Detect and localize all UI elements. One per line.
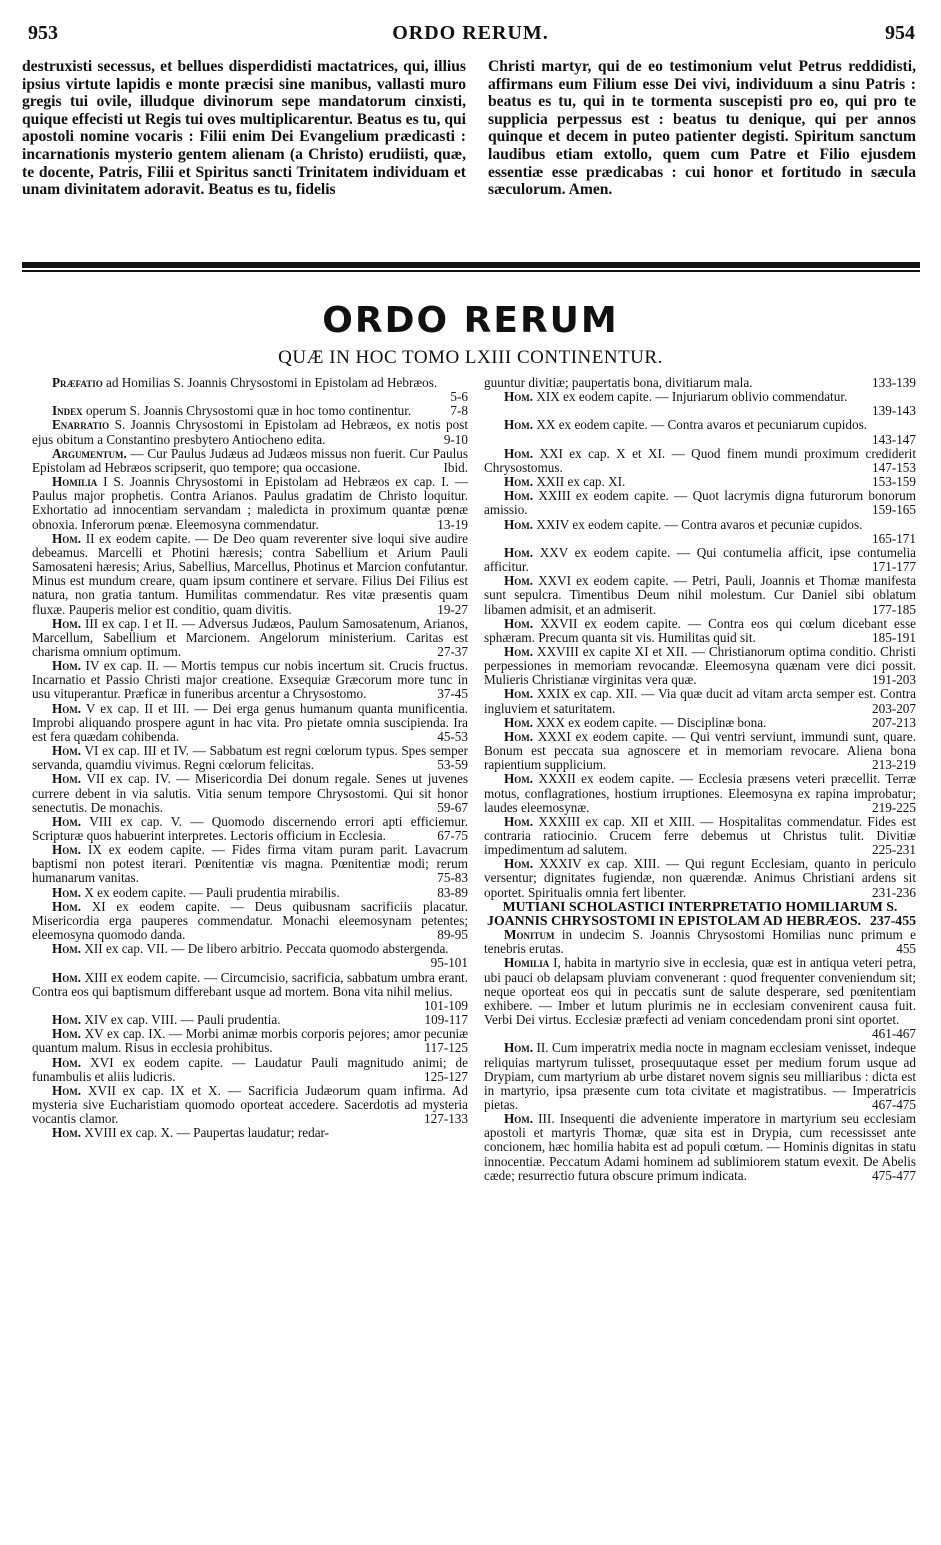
entry-head: Hom.: [504, 686, 534, 702]
intro-text-left: destruxisti secessus, et bellues disperdidisti mactatrices, qui, illius ipsius virtute lapidis e monte præcisi sine manibus, vallasti muro gregis tui ovile, illudque divinorum sepe mandatorum cinxisti, quique effecisti ut Regis tui oves multiplicarentur. Beatus es tu, qui apostoli nomine vocaris : Filii enim Dei Evangelium prædicasti : incarnationis mysterio gentem alienam (a Christo) erudiisti, quæ, te docente, Patris, Filii et Spiritus sancti Trinitatem individuam et unam divinitatem adoravit. Beatus es tu, fidelis: [22, 58, 466, 199]
entry-text: IV ex cap. II. — Mortis tempus cur nobis incertum sit. Crucis fructus. Incarnatio et Passio Christi major creatione. Exsequiæ Græcorum more tunc in usu vituperantur. Præficæ in funeribus arcentur a Chrysostomo.: [32, 658, 468, 702]
entry-pages: 127-133: [424, 1111, 468, 1127]
entry-text: II ex eodem capite. — De Deo quam reverenter sive loqui sive audire debeamus. Marcelli et Photini hæresis; contra Sabellium et Arium Pauli Samosateni hæresis; Arius, Sabellius, Marcellus, Photinus et Marcion confutantur. Minus est mundum creare, quam ipsum continere et servare. Filius Dei Filius est natura, non gratia tantum. Humilitas commendatur. Res vitæ præsentis quam fluxæ. Pauperis melior est conditio, quam divitis.: [32, 530, 469, 617]
contents-entry: [484, 716, 916, 730]
contents-entry: [484, 518, 916, 546]
entry-text: S. Joannis Chrysostomi in Epistolam ad Hebræos, ex notis post ejus obitum a Constantino presbytero Antiocheno edita.: [32, 417, 469, 447]
entry-pages: 83-89: [437, 884, 468, 900]
entry-text: XXXIII ex cap. XII et XIII. — Hospitalitas commendatur. Fides est contraria ratiocinio. Crucem ferre debemus ut Christus tulit. Divitiæ impedimentum ad salutem.: [484, 813, 916, 858]
contents-entry: [484, 447, 916, 475]
entry-text: XXX ex eodem capite. — Disciplinæ bona.: [536, 714, 767, 730]
contents-entry: [32, 659, 468, 701]
entry-head: Hom.: [504, 389, 534, 405]
entry-pages: 237-455: [870, 912, 916, 928]
contents-entry: [484, 1041, 916, 1112]
entry-text: XXVI ex eodem capite. — Petri, Pauli, Joannis et Thomæ manifesta sunt sepulcra. Timentibus Deum nihil molestum. Cur Daniel sibi oblatum libamen admisit, et an admiserit.: [484, 573, 917, 617]
entry-text: I S. Joannis Chrysostomi in Epistolam ad Hebræos ex cap. I. — Paulus major prophetis. Contra Arianos. Paulus gradatim de Christo loquitur. Exhortatio ad innocentiam servandam ; maledicta in proximum quantæ pœnæ obnoxia. Inferorum pœnæ. Eleemosyna commendatur.: [32, 474, 469, 532]
entry-head: Hom.: [504, 643, 534, 659]
entry-text: XVIII ex cap. X. — Paupertas laudatur; redar-: [84, 1125, 330, 1141]
entry-text: XXIII ex eodem capite. — Quot lacrymis digna futurorum bonorum amissio.: [484, 488, 916, 518]
entry-pages: 225-231: [872, 842, 916, 858]
entry-head: Hom.: [504, 771, 534, 787]
entry-pages: 207-213: [872, 714, 916, 730]
contents-entry: [32, 744, 468, 772]
entry-pages: 27-37: [437, 643, 468, 659]
entry-pages: 231-236: [872, 884, 916, 900]
entry-text: XXXII ex eodem capite. — Ecclesia præsens veteri præcellit. Terræ motus, conflagrationes, hostium irruptiones. Eleemosyna ex rapina improbatur; laudes eleemosynæ.: [484, 771, 916, 815]
contents-entry: [32, 447, 468, 475]
contents-entry: [32, 900, 468, 942]
running-title: ORDO RERUM.: [392, 22, 549, 44]
entry-pages: 67-75: [437, 828, 468, 843]
entry-head: Monitum: [504, 927, 555, 943]
entry-pages: 5-6: [450, 389, 468, 405]
contents-entry: [484, 376, 916, 390]
entry-head: Hom.: [52, 842, 82, 858]
contents-entry: [32, 532, 468, 617]
left-page-number: 953: [28, 22, 58, 44]
contents-entry: [484, 772, 916, 814]
section-title: ORDO RERUM: [322, 300, 619, 341]
page-header: [20, 22, 921, 48]
entry-pages: 159-165: [872, 502, 916, 518]
entry-text: XXVIII ex capite XI et XII. — Christianorum optima conditio. Christi perpessiones in memoriam revocandæ. Eleemosyna quænam vere dici possit. Mulieris Christianæ virginitas vera quæ.: [484, 643, 916, 688]
entry-pages: 117-125: [424, 1040, 468, 1056]
entry-text: X ex eodem capite. — Pauli prudentia mirabilis.: [84, 884, 340, 900]
contents-column-right: [484, 376, 916, 1183]
entry-pages: 461-467: [872, 1026, 916, 1042]
entry-head: Hom.: [504, 516, 534, 532]
entry-head: Hom.: [504, 856, 534, 872]
contents-entry: [484, 1112, 916, 1183]
entry-pages: 45-53: [437, 728, 468, 744]
entry-pages: 213-219: [872, 757, 916, 773]
contents-entry: [484, 815, 916, 857]
entry-pages: 219-225: [872, 799, 916, 815]
entry-head: Hom.: [52, 813, 82, 829]
entry-head: Hom.: [52, 743, 82, 759]
entry-head: Hom.: [504, 1111, 534, 1127]
entry-text: XV ex cap. IX. — Morbi animæ morbis corporis pejores; amor pecuniæ quantum malum. Risus in ecclesia prohibitus.: [32, 1026, 468, 1056]
entry-text: XXV ex eodem capite. — Qui contumelia afficit, ipse contumelia afficitur.: [484, 544, 916, 575]
entry-pages: 89-95: [437, 927, 468, 943]
entry-head: Homilia: [504, 955, 550, 971]
entry-head: Præfatio: [52, 375, 103, 390]
entry-text: — Cur Paulus Judæus ad Judæos missus non fuerit. Cur Paulus Epistolam ad Hebræos scripserit, quo tempore; qua occasione.: [32, 445, 468, 475]
entry-pages: 165-171: [872, 530, 916, 546]
entry-pages: 177-185: [872, 601, 916, 617]
contents-entry: [484, 928, 916, 956]
contents-column-left: [32, 376, 468, 1140]
contents-entry: [32, 404, 468, 418]
entry-head: Hom.: [52, 1012, 82, 1028]
contents-entry: [484, 645, 916, 687]
contents-entry: [32, 843, 468, 885]
entry-head: Hom.: [504, 573, 534, 589]
entry-text: XVII ex cap. IX et X. — Sacrificia Judæorum quam infirma. Ad mysteria sive Eucharistiam quomodo oporteat accedere. Sacerdotis ad mysteria vocantis clamor.: [32, 1082, 469, 1127]
contents-entry: [484, 418, 916, 446]
entry-head: Hom.: [52, 771, 82, 787]
entry-head: Homilia: [52, 474, 98, 490]
contents-entry: [32, 1084, 468, 1126]
entry-text: I, habita in martyrio sive in ecclesia, quæ est in antiqua veteri petra, ubi pauci ob delapsam pluviam convenerant : quod frequenter conveniendum sit; neque oporteat eos qui in peccatis sunt de salute desperare, sed pœnitentiam exhibere. — Imber et lutum plurimis ne in ecclesiam convenirent causa fuit. Verbi Dei virtus. Ecclesiæ præfecti ad veniam concedendam proni sint oportet.: [484, 955, 917, 1028]
entry-head: Argumentum.: [52, 445, 127, 461]
entry-pages: 467-475: [872, 1096, 916, 1112]
entry-pages: 75-83: [437, 870, 468, 886]
thick-rule: [22, 262, 920, 268]
contents-entry: [32, 1013, 468, 1027]
contents-entry: [32, 942, 468, 970]
entry-text: XIX ex eodem capite. — Injuriarum oblivio commendatur.: [536, 389, 848, 405]
intro-text-right: Christi martyr, qui de eo testimonium velut Petrus reddidisti, affirmans eum Filium esse Dei vivi, individuum a sinu Patris : beatus es tu, qui in te tormenta suscepisti pro eo, qui pro te supplicia perpessus est : beatus tu denique, qui per annos quinque et decem in puteo patienter degisti. Spiritum sanctum laudibus etiam extollo, quem cum Patre et Filio ejusdem essentiæ esse prædicabas : cui honor et fortitudo in sæcula sæculorum. Amen.: [488, 58, 916, 199]
entry-pages: 171-177: [872, 559, 916, 575]
entry-pages: 191-203: [872, 672, 916, 688]
contents-entry: [32, 702, 468, 744]
entry-text: VIII ex cap. V. — Quomodo discernendo errori apti efficiemur. Scripturæ quos habuerint interpretes. Lectoris officium in Ecclesia.: [32, 813, 468, 843]
contents-entry: [484, 900, 916, 928]
entry-text: V ex cap. II et III. — Dei erga genus humanum quanta munificentia. Improbi aliquando prospere agunt in hac vita. Pro pietate omnia suscipienda. Ira est fera quædam cohibenda.: [32, 700, 468, 744]
contents-entry: [32, 475, 468, 532]
contents-entry: [484, 857, 916, 899]
entry-text: MUTIANI SCHOLASTICI INTERPRETATIO HOMILIARUM S. JOANNIS CHRYSOSTOMI IN EPISTOLAM AD HEBRÆOS.: [487, 898, 898, 928]
entry-head: Hom.: [52, 1054, 82, 1070]
contents-entry: [484, 546, 916, 574]
entry-pages: 7-8: [450, 403, 468, 419]
entry-pages: 143-147: [872, 431, 916, 447]
entry-text: XII ex cap. VII. — De libero arbitrio. Peccata quomodo abstergenda.: [84, 941, 449, 957]
entry-head: Hom.: [52, 1125, 82, 1141]
entry-pages: 125-127: [424, 1068, 468, 1084]
entry-pages: 185-191: [872, 629, 916, 645]
entry-pages: 203-207: [872, 700, 916, 716]
entry-text: III. Insequenti die advenientе imperatore in martyrium seu ecclesiam apostoli et martyris Thomæ, quæ sita est in Drypia, cum recessisset ante concionem, hæc homilia habita est ad populi cœtum. — Hominis dignitas in statu innocentiæ. Peccatum Adami hominem ad sublimiorem statum evexit. De Abelis cæde; resurrectio futura obscure primum indicata.: [484, 1111, 916, 1183]
contents-entry: [484, 617, 916, 645]
entry-head: Hom.: [504, 544, 534, 560]
entry-text: III ex cap. I et II. — Adversus Judæos, Paulum Samosatenum, Arianos, Marcellum, Sabellium et Marcionem. Angelorum ministerium. Caritas est charisma omnium optimum.: [32, 615, 468, 659]
contents-entry: [484, 730, 916, 772]
entry-pages: 455: [896, 941, 916, 957]
section-subtitle: QUÆ IN HOC TOMO LXIII CONTINENTUR.: [278, 347, 663, 368]
entry-head: Hom.: [52, 1082, 82, 1098]
entry-pages: 95-101: [430, 955, 468, 971]
entry-pages: 109-117: [424, 1012, 468, 1028]
contents-entry: [484, 956, 916, 1041]
contents-entry: [32, 886, 468, 900]
entry-head: Hom.: [504, 474, 534, 490]
entry-text: XXIX ex cap. XII. — Via quæ ducit ad vitam arcta semper est. Contra ingluviem et saturitatem.: [484, 686, 916, 716]
entry-pages: 153-159: [872, 474, 916, 490]
entry-head: Hom.: [52, 700, 82, 716]
entry-head: Hom.: [52, 898, 82, 914]
entry-head: Hom.: [504, 714, 534, 730]
contents-entry: [32, 376, 468, 404]
entry-text: XI ex eodem capite. — Deus quibusnam sacrificiis placatur. Misericordia erga pauperes commendatur. Monachi eleemosynam petentes; eleemosyna quomodo danda.: [32, 898, 468, 943]
entry-head: Hom.: [52, 530, 82, 546]
contents-entry: [484, 489, 916, 517]
entry-pages: 475-477: [872, 1167, 916, 1183]
entry-pages: 13-19: [437, 516, 468, 532]
entry-pages: 19-27: [437, 601, 468, 617]
contents-entry: [32, 617, 468, 659]
entry-head: Enarratio: [52, 417, 110, 433]
contents-entry: [484, 687, 916, 715]
entry-text: VI ex cap. III et IV. — Sabbatum est regni cœlorum typus. Spes semper servanda, quamdiu vivimus. Regni cœlorum felicitas.: [32, 743, 468, 773]
contents-entry: [484, 390, 916, 418]
contents-entry: [32, 971, 468, 1013]
contents-entry: [32, 772, 468, 814]
entry-text: XX ex eodem capite. — Contra avaros et pecuniarum cupidos.: [536, 417, 868, 433]
entry-text: XXIV ex eodem capite. — Contra avaros et pecuniæ cupidos.: [536, 516, 863, 532]
entry-pages: 133-139: [872, 375, 916, 390]
entry-text: operum S. Joannis Chrysostomi quæ in hoc tomo continentur.: [85, 403, 412, 419]
entry-head: Hom.: [504, 615, 534, 631]
entry-head: Hom.: [504, 488, 534, 504]
entry-pages: 37-45: [437, 686, 468, 702]
entry-head: Index: [52, 403, 83, 419]
entry-text: in undecim S. Joannis Chrysostomi Homilias nunc primum e tenebris erutas.: [484, 927, 917, 957]
contents-entry: [32, 418, 468, 446]
entry-text: XXI ex cap. X et XI. — Quod finem mundi proximum crediderit Chrysostomus.: [484, 445, 916, 475]
entry-pages: Ibid.: [443, 459, 468, 475]
entry-text: XXVII ex eodem capite. — Contra eos qui cœlum dicebant esse sphæram. Precum quanta sit vis. Humilitas quid sit.: [484, 615, 916, 645]
entry-head: Hom.: [52, 941, 82, 957]
entry-text: II. Cum imperatrix media nocte in magnam ecclesiam venisset, indeque reliquias martyrum tulisset, prosequutaque esset per medium forum usque ad Drypiam, cum martyrium ab urbe distaret novem signis seu milliaribus : dicta est in martyrio, ipsa præsente cum tota civitate et magistratibus. — Imperatricis pietas.: [484, 1040, 916, 1112]
entry-pages: 139-143: [872, 403, 916, 419]
entry-pages: 53-59: [437, 757, 468, 773]
entry-head: Hom.: [52, 658, 82, 674]
contents-entry: [32, 1126, 468, 1140]
entry-text: VII ex cap. IV. — Misericordia Dei donum regale. Senes ut juvenes currere debent in via salutis. Vitia senum tempore Chrysostomi. Qui sit honor senectutis. De monachis.: [32, 771, 469, 815]
entry-head: Hom.: [52, 1026, 82, 1042]
contents-entry: [32, 815, 468, 843]
contents-entry: [484, 574, 916, 616]
entry-head: Hom.: [504, 813, 534, 829]
entry-head: Hom.: [52, 615, 82, 631]
entry-text: guuntur divitiæ; paupertatis bona, divitiarum mala.: [484, 375, 753, 390]
entry-pages: 9-10: [443, 431, 468, 447]
entry-pages: 59-67: [437, 799, 468, 815]
right-page-number: 954: [885, 22, 915, 44]
entry-head: Hom.: [504, 417, 534, 433]
entry-pages: 101-109: [424, 997, 468, 1013]
entry-text: XVI ex eodem capite. — Laudatur Pauli magnitudo animi; de funambulis et aliis ludicris.: [32, 1054, 469, 1084]
entry-head: Hom.: [504, 1040, 534, 1056]
entry-text: XIII ex eodem capite. — Circumcisio, sacrificia, sabbatum umbra erant. Contra eos qui baptismum differebant usque ad mortem. Bona vita nihil melius.: [32, 969, 468, 999]
entry-text: ad Homilias S. Joannis Chrysostomi in Epistolam ad Hebræos.: [106, 375, 438, 390]
entry-head: Hom.: [52, 969, 82, 985]
entry-text: XXII ex cap. XI.: [536, 474, 626, 490]
contents-entry: [32, 1027, 468, 1055]
thin-rule: [22, 270, 920, 272]
entry-head: Hom.: [504, 728, 534, 744]
contents-entry: [484, 475, 916, 489]
entry-text: XIV ex cap. VIII. — Pauli prudentia.: [84, 1012, 281, 1028]
entry-head: Hom.: [504, 445, 534, 461]
contents-entry: [32, 1056, 468, 1084]
entry-text: IX ex eodem capite. — Fides firma vitam puram parit. Lavacrum baptismi non potest iterari. Pœnitentiæ vis magna. Pœnitentiæ modi; rerum humanarum vanitas.: [32, 842, 468, 886]
entry-head: Hom.: [52, 884, 82, 900]
entry-text: XXXI ex eodem capite. — Qui ventri serviunt, immundi sunt, quare. Bonum est peccata sua agnoscere et in memoriam revocare. Aliena bona rapientium supplicium.: [484, 728, 916, 773]
entry-pages: 147-153: [872, 459, 916, 475]
entry-text: XXXIV ex cap. XIII. — Qui regunt Ecclesiam, quanto in periculo versentur; dignitates fugiendæ, non quærendæ. Animus Christiani ardens sit oportet. Spiritualis omnia fert libenter.: [484, 856, 916, 900]
